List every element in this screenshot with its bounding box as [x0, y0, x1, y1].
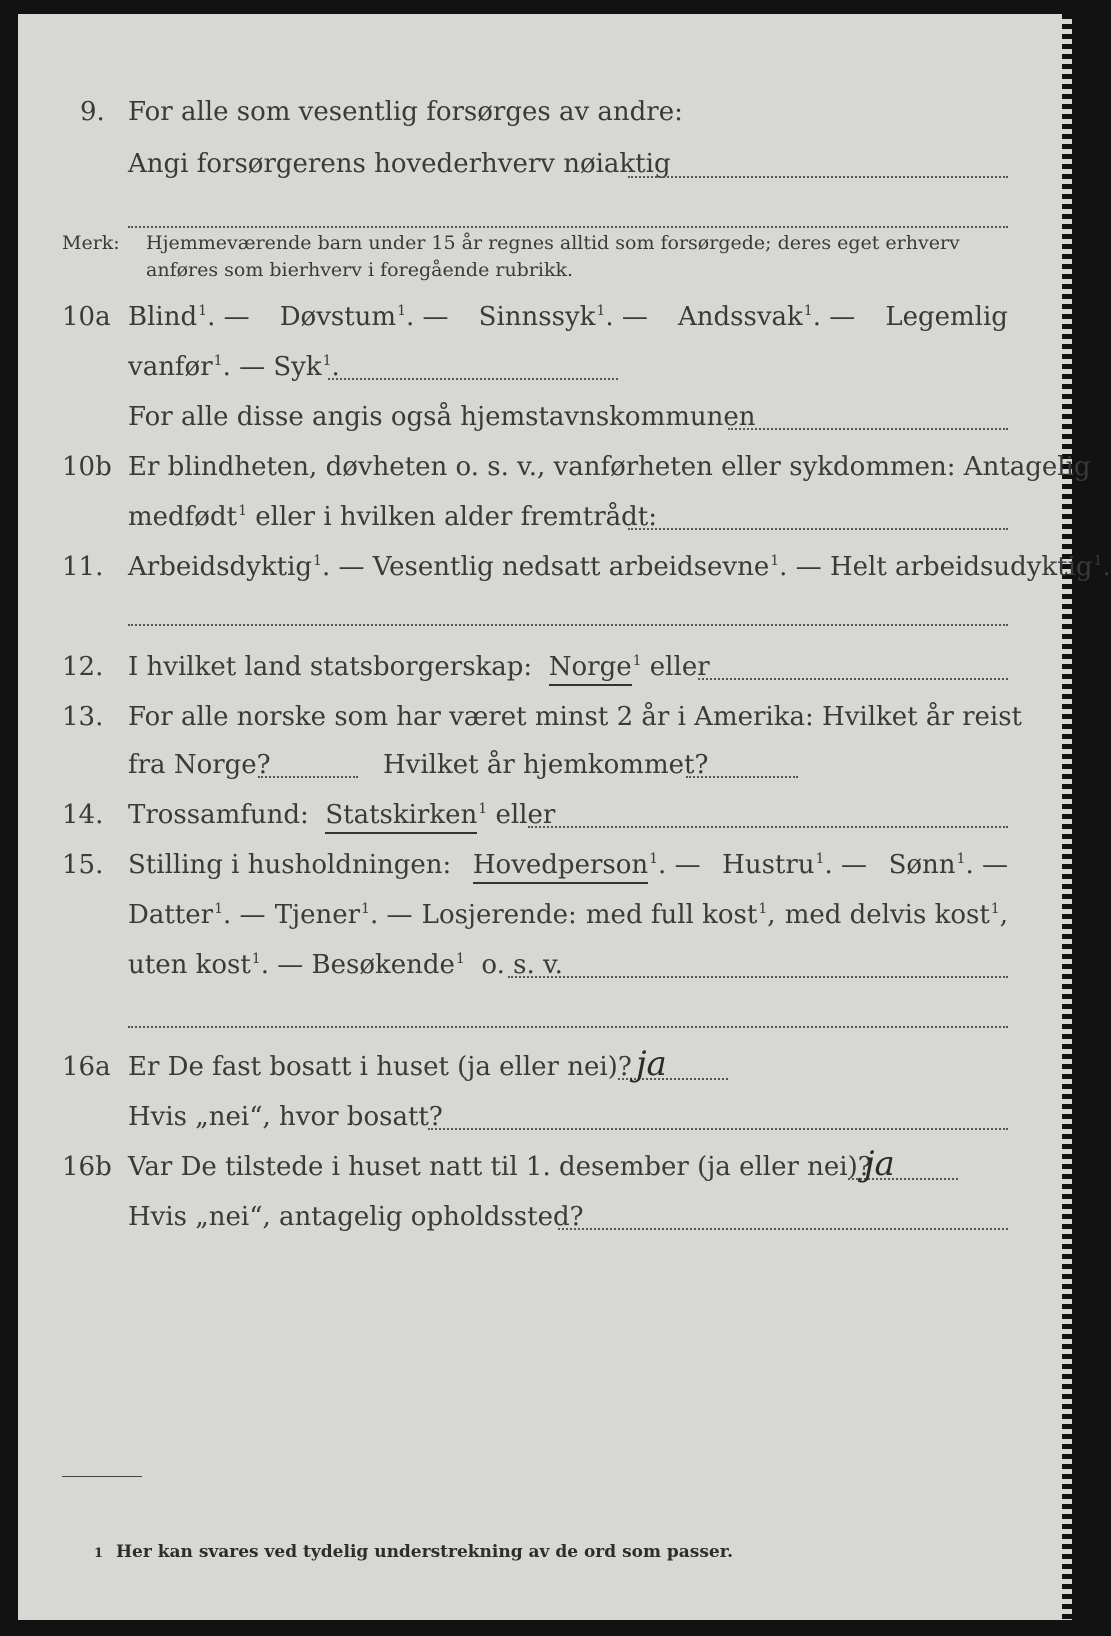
q11-number: 11.: [62, 552, 104, 582]
q13-line2a: fra Norge?: [128, 750, 271, 780]
q9-answer-line-2[interactable]: [128, 226, 1008, 228]
census-form-page: [18, 14, 1111, 1620]
q16b-line2: Hvis „nei“, antagelig opholdssted?: [128, 1202, 584, 1232]
note-label: Merk:: [62, 232, 120, 254]
q9-line2: Angi forsørgerens hovederhverv nøiaktig: [128, 149, 671, 179]
q14-answer-line[interactable]: [528, 826, 1008, 828]
q16a-answer-line[interactable]: [618, 1078, 728, 1080]
q10b-line1: Er blindheten, døvheten o. s. v., vanførheten eller sykdommen: Antagelig: [128, 452, 1091, 482]
q12-answer-line[interactable]: [698, 678, 1008, 680]
q14-line: Trossamfund: Statskirken$^1$ eller: [128, 802, 555, 828]
q16b-number: 16b: [62, 1152, 112, 1182]
q10b-answer-line[interactable]: [628, 528, 1008, 530]
q11-answer-line[interactable]: [128, 624, 1008, 626]
q9-line1: For alle som vesentlig forsørges av andre:: [128, 97, 683, 127]
option-dovstum: Døvstum$^1$. —: [279, 302, 449, 332]
q10a-line3: For alle disse angis også hjemstavnskommunen: [128, 402, 756, 432]
note-line1: Hjemmeværende barn under 15 år regnes alltid som forsørgede; deres eget erhverv: [146, 232, 960, 254]
footnote-text: Her kan svares ved tydelig understrekning av de ord som passer.: [116, 1542, 734, 1562]
q16a-line1: Er De fast bosatt i huset (ja eller nei)?: [128, 1052, 632, 1082]
q14-number: 14.: [62, 800, 104, 830]
q9-answer-line[interactable]: [628, 176, 1008, 178]
q9-number: 9.: [80, 97, 105, 127]
q16b-line1: Var De tilstede i huset natt til 1. desember (ja eller nei)?: [128, 1152, 872, 1182]
q10a-line1: [128, 304, 1008, 330]
q10a-answer-line[interactable]: [328, 378, 618, 380]
option-andssvak: Andssvak$^1$. —: [677, 302, 856, 332]
q13-left-line[interactable]: [258, 776, 358, 778]
q10a-number: 10a: [62, 302, 111, 332]
q14-underlined-answer: Statskirken: [325, 800, 477, 834]
q16a-number: 16a: [62, 1052, 111, 1082]
q13-line2b: Hvilket år hjemkommet?: [383, 750, 709, 780]
option-sinnssyk: Sinnssyk$^1$. —: [478, 302, 648, 332]
footnote-mark: 1: [94, 1546, 104, 1561]
q15-answer-line[interactable]: [508, 976, 1008, 978]
q15-answer-line-2[interactable]: [128, 1026, 1008, 1028]
q16a-where-line[interactable]: [428, 1128, 1008, 1130]
q11-line: Arbeidsdyktig$^1$. — Vesentlig nedsatt arbeidsevne$^1$. — Helt arbeidsudyktig$^1$.: [128, 552, 1111, 582]
perforated-edge: [1062, 14, 1072, 1620]
q13-return-line[interactable]: [686, 776, 798, 778]
footnote-rule: [62, 1476, 142, 1477]
q12-line: I hvilket land statsborgerskap: Norge$^1$ eller: [128, 654, 710, 680]
q16b-handwritten-answer: ja: [864, 1144, 895, 1184]
q16b-location-line[interactable]: [558, 1228, 1008, 1230]
q13-number: 13.: [62, 702, 104, 732]
note-line2: anføres som bierhverv i foregående rubrikk.: [146, 259, 574, 281]
q12-underlined-answer: Norge: [549, 652, 632, 686]
q15-line2: Datter$^1$. — Tjener$^1$. — Losjerende: med full kost$^1$, med delvis kost$^1$,: [128, 900, 1008, 930]
q16a-handwritten-answer: ja: [636, 1044, 667, 1084]
q10b-number: 10b: [62, 452, 112, 482]
option-legemlig: Legemlig: [885, 302, 1008, 332]
q10a-line2: vanfør$^1$. — Syk$^1$.: [128, 352, 340, 382]
q12-number: 12.: [62, 652, 104, 682]
q15-line3: uten kost$^1$. — Besøkende$^1$ o. s. v.: [128, 950, 563, 980]
q10a-home-line[interactable]: [728, 428, 1008, 430]
q15-underlined-answer: Hovedperson: [473, 850, 648, 884]
q13-line1: For alle norske som har været minst 2 år i Amerika: Hvilket år reist: [128, 702, 1022, 732]
q10b-line2: medfødt$^1$ eller i hvilken alder fremtrådt:: [128, 502, 658, 532]
option-blind: Blind$^1$. —: [128, 302, 250, 332]
q16a-line2: Hvis „nei“, hvor bosatt?: [128, 1102, 443, 1132]
q15-line1: Stilling i husholdningen: Hovedperson$^1$. — Hustru$^1$. — Sønn$^1$. —: [128, 852, 1008, 878]
q15-number: 15.: [62, 850, 104, 880]
